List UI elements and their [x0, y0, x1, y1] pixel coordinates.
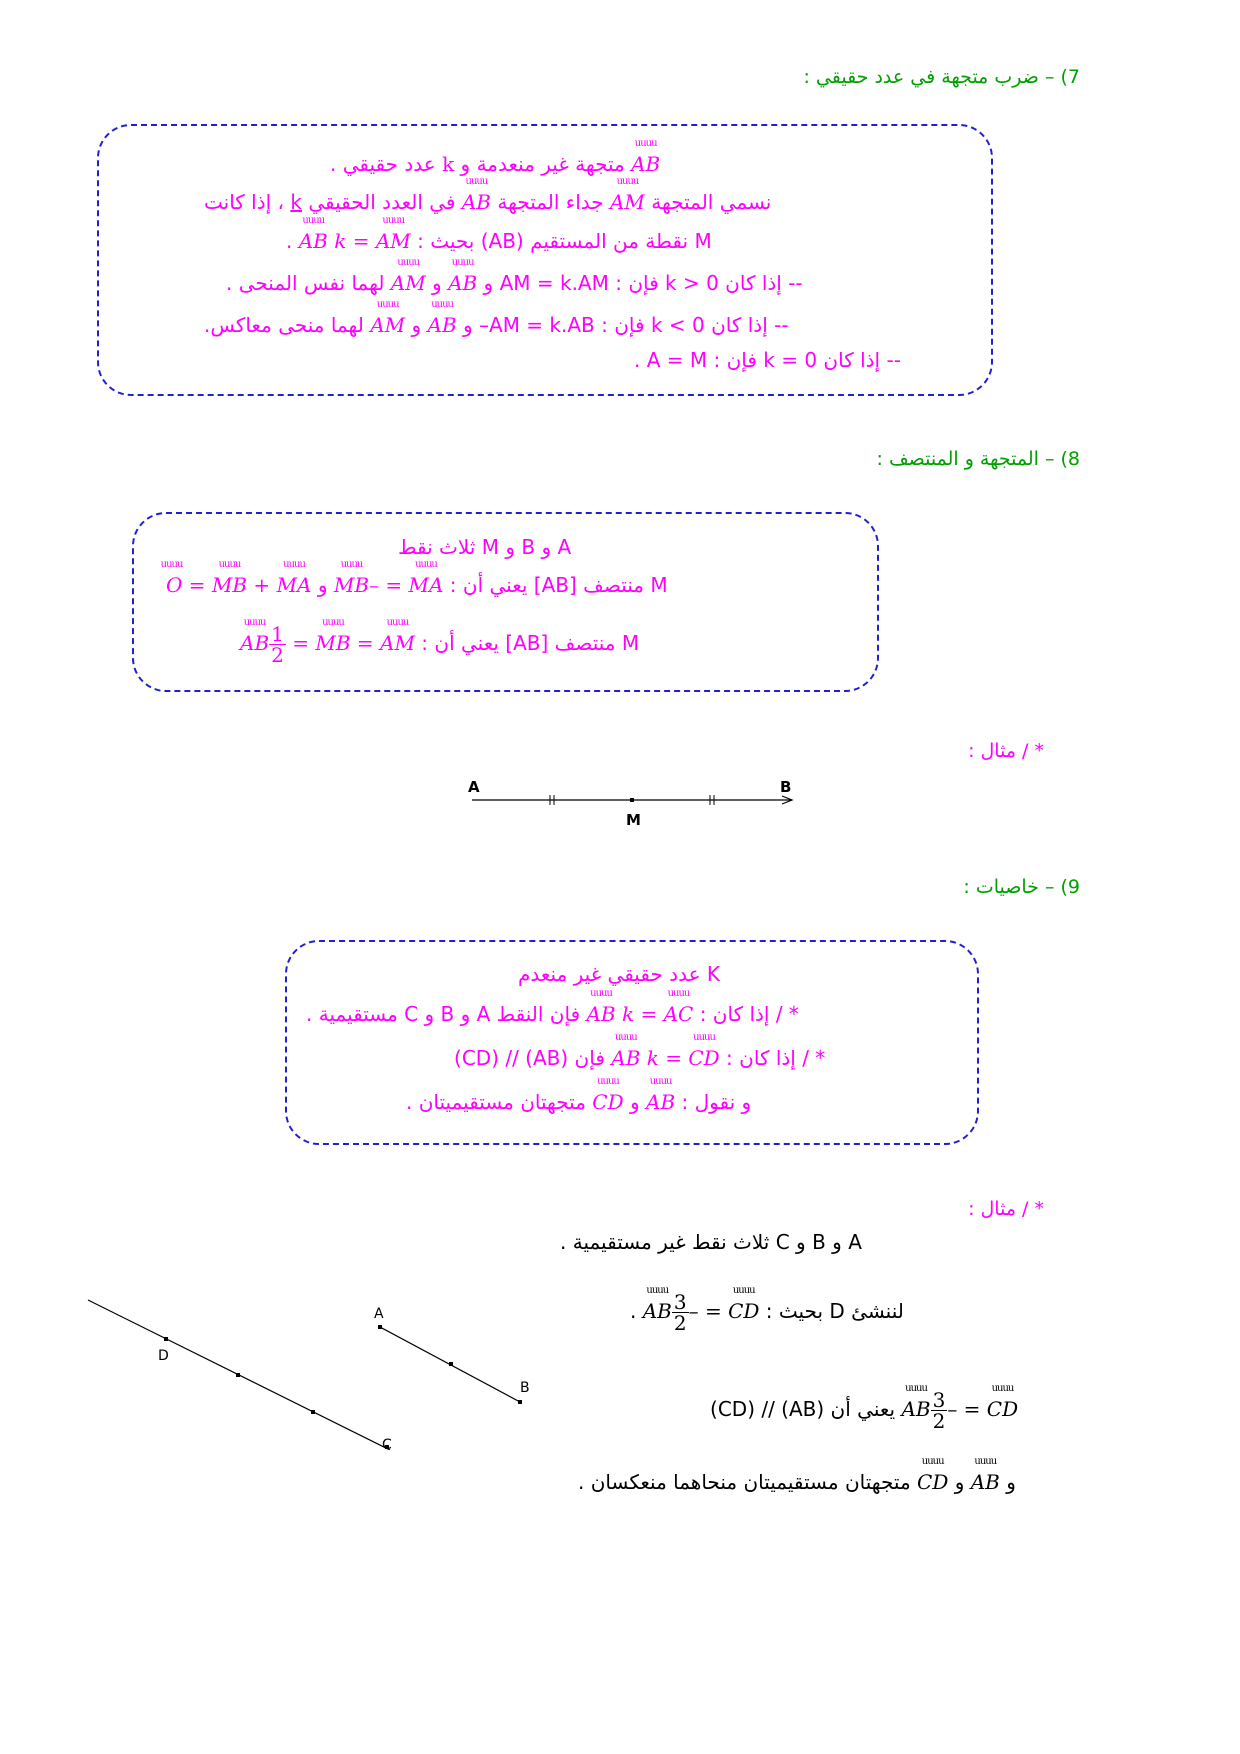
- def8-line-3: M منتصف [AB] يعني أن : uuuu AM = uuuu MB = $\frac{1}{2}$ uuuu AB: [240, 624, 639, 665]
- def7-line-5: -- إذا كان k < 0 فإن : AM = k.AB– و uuuu AB و uuuu AM لهما منحى معاكس.: [204, 313, 789, 337]
- section-8-title: 8) – المتجهة و المنتصف :: [876, 448, 1080, 470]
- point-B-label-9: B: [520, 1380, 530, 1396]
- example9-line-2: لننشئ D بحيث : uuuu CD = – $\frac{3}{2}$ uuuu AB .: [630, 1292, 904, 1333]
- point-B-label: B: [780, 778, 792, 796]
- midpoint-figure: [460, 775, 800, 845]
- point-A-label-9: A: [374, 1306, 384, 1322]
- def7-line-6: -- إذا كان k = 0 فإن : A = M .: [634, 348, 901, 372]
- point-C-label: C: [382, 1437, 392, 1450]
- example9-line-3: uuuu CD = – $\frac{3}{2}$ uuuu AB يعني أن (AB) // (CD): [710, 1390, 1018, 1431]
- def8-line-2: M منتصف [AB] يعني أن : uuuu MA = –uuuu MB و uuuu MA + uuuu MB = uuuu O: [166, 573, 668, 597]
- def7-line-3: M نقطة من المستقيم (AB) بحيث : uuuu AM = k uuuu AB .: [286, 229, 712, 253]
- point-D-label: D: [158, 1348, 169, 1364]
- example9-line-4: و uuuu AB و uuuu CD متجهتان مستقيميتان منحاهما منعكسان .: [578, 1470, 1016, 1494]
- point-M-label: M: [626, 811, 641, 829]
- prop9-line-2: * / إذا كان : uuuu AC = k uuuu AB فإن النقط A و B و C مستقيمية .: [306, 1002, 799, 1026]
- prop9-line-3: * / إذا كان : uuuu CD = k uuuu AB فإن (AB) // (CD): [454, 1046, 825, 1070]
- section-7-title: 7) – ضرب متجهة في عدد حقيقي :: [803, 66, 1080, 88]
- prop9-line-4: و نقول : uuuu AB و uuuu CD متجهتان مستقيميتان .: [406, 1090, 751, 1114]
- prop9-line-1: K عدد حقيقي غير منعدم: [518, 962, 721, 986]
- collinear-vectors-figure: [80, 1280, 560, 1450]
- example9-line-1: A و B و C ثلاث نقط غير مستقيمية .: [560, 1230, 862, 1254]
- section-9-title: 9) – خاصيات :: [963, 876, 1080, 898]
- def7-line-4: -- إذا كان k > 0 فإن : AM = k.AM و uuuu AB و uuuu AM لهما نفس المنحى .: [226, 271, 803, 295]
- section-9-example-label: * / مثال :: [968, 1198, 1044, 1220]
- section-8-example-label: * / مثال :: [968, 740, 1044, 762]
- def8-line-1: A و B و M ثلاث نقط: [398, 535, 572, 559]
- def7-line-2: نسمي المتجهة uuuu AM جداء المتجهة uuuu AB في العدد الحقيقي k ، إذا كانت: [204, 190, 771, 214]
- point-A-label: A: [468, 778, 480, 796]
- def7-line-1: uuuu AB متجهة غير منعدمة و k عدد حقيقي .: [330, 152, 660, 176]
